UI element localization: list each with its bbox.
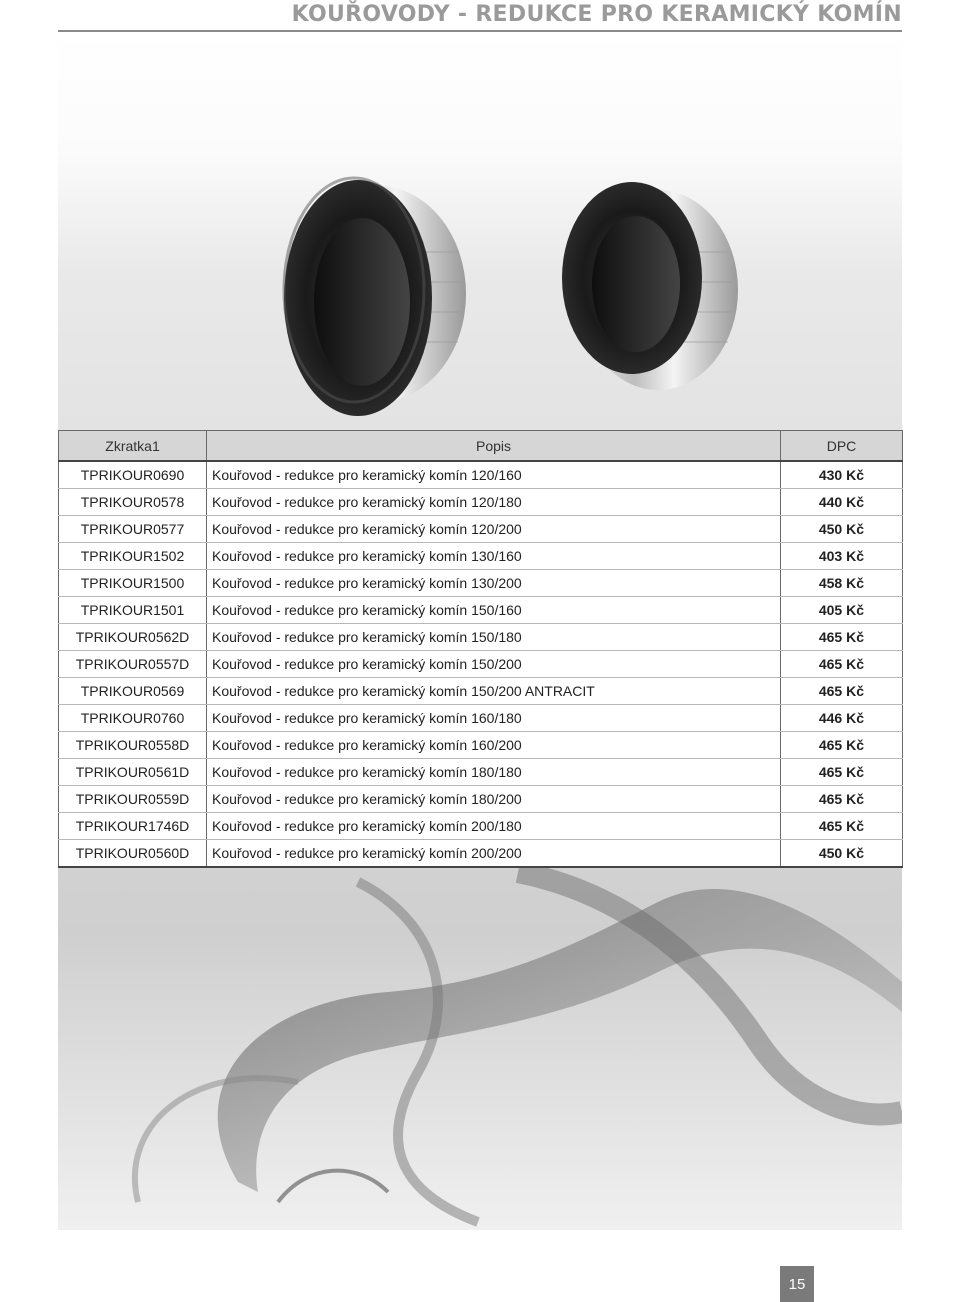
cell-description: Kouřovod - redukce pro keramický komín 120/200: [207, 516, 781, 543]
cell-code: TPRIKOUR0562D: [59, 624, 207, 651]
product-photo: [58, 32, 902, 432]
cell-code: TPRIKOUR1500: [59, 570, 207, 597]
table-row: [59, 651, 903, 678]
cell-description: Kouřovod - redukce pro keramický komín 180/200: [207, 786, 781, 813]
cell-code: TPRIKOUR0559D: [59, 786, 207, 813]
cell-code: TPRIKOUR1501: [59, 597, 207, 624]
cell-price: 465 Kč: [781, 759, 903, 786]
cell-price: 440 Kč: [781, 489, 903, 516]
cell-description: Kouřovod - redukce pro keramický komín 160/200: [207, 732, 781, 759]
column-header-description: Popis: [207, 431, 781, 462]
table-row: [59, 732, 903, 759]
table-row: [59, 570, 903, 597]
cell-code: TPRIKOUR0569: [59, 678, 207, 705]
cell-price: 405 Kč: [781, 597, 903, 624]
cell-code: TPRIKOUR0560D: [59, 840, 207, 868]
cell-price: 430 Kč: [781, 461, 903, 489]
table-row: [59, 489, 903, 516]
cell-code: TPRIKOUR0558D: [59, 732, 207, 759]
table-header-row: [59, 431, 903, 462]
table-row: [59, 461, 903, 489]
cell-description: Kouřovod - redukce pro keramický komín 120/180: [207, 489, 781, 516]
column-header-code: Zkratka1: [59, 431, 207, 462]
cell-code: TPRIKOUR0578: [59, 489, 207, 516]
price-table: [58, 430, 903, 868]
table-row: [59, 813, 903, 840]
cell-description: Kouřovod - redukce pro keramický komín 150/200 ANTRACIT: [207, 678, 781, 705]
cell-code: TPRIKOUR0557D: [59, 651, 207, 678]
cell-price: 403 Kč: [781, 543, 903, 570]
cell-code: TPRIKOUR1502: [59, 543, 207, 570]
cell-code: TPRIKOUR0577: [59, 516, 207, 543]
cell-description: Kouřovod - redukce pro keramický komín 130/160: [207, 543, 781, 570]
cell-price: 465 Kč: [781, 813, 903, 840]
cell-description: Kouřovod - redukce pro keramický komín 150/200: [207, 651, 781, 678]
cell-price: 450 Kč: [781, 840, 903, 868]
table-row: [59, 597, 903, 624]
cell-price: 450 Kč: [781, 516, 903, 543]
page-title: KOUŘOVODY - REDUKCE PRO KERAMICKÝ KOMÍN: [291, 2, 902, 27]
cell-price: 446 Kč: [781, 705, 903, 732]
column-header-price: DPC: [781, 431, 903, 462]
cell-code: TPRIKOUR1746D: [59, 813, 207, 840]
table-row: [59, 678, 903, 705]
table-row: [59, 759, 903, 786]
reducer-left-image: [284, 178, 466, 416]
cell-description: Kouřovod - redukce pro keramický komín 150/160: [207, 597, 781, 624]
reducer-right-image: [562, 182, 738, 390]
cell-description: Kouřovod - redukce pro keramický komín 150/180: [207, 624, 781, 651]
cell-code: TPRIKOUR0561D: [59, 759, 207, 786]
smoke-decoration: [58, 862, 902, 1230]
table-row: [59, 840, 903, 868]
table-row: [59, 543, 903, 570]
cell-description: Kouřovod - redukce pro keramický komín 120/160: [207, 461, 781, 489]
cell-price: 465 Kč: [781, 678, 903, 705]
cell-price: 465 Kč: [781, 786, 903, 813]
cell-code: TPRIKOUR0690: [59, 461, 207, 489]
cell-description: Kouřovod - redukce pro keramický komín 200/200: [207, 840, 781, 868]
cell-code: TPRIKOUR0760: [59, 705, 207, 732]
cell-description: Kouřovod - redukce pro keramický komín 130/200: [207, 570, 781, 597]
table-row: [59, 786, 903, 813]
cell-price: 458 Kč: [781, 570, 903, 597]
cell-description: Kouřovod - redukce pro keramický komín 200/180: [207, 813, 781, 840]
cell-description: Kouřovod - redukce pro keramický komín 180/180: [207, 759, 781, 786]
table-row: [59, 624, 903, 651]
cell-price: 465 Kč: [781, 651, 903, 678]
page-number: 15: [780, 1266, 814, 1302]
table-row: [59, 516, 903, 543]
cell-description: Kouřovod - redukce pro keramický komín 160/180: [207, 705, 781, 732]
table-row: [59, 705, 903, 732]
cell-price: 465 Kč: [781, 732, 903, 759]
cell-price: 465 Kč: [781, 624, 903, 651]
